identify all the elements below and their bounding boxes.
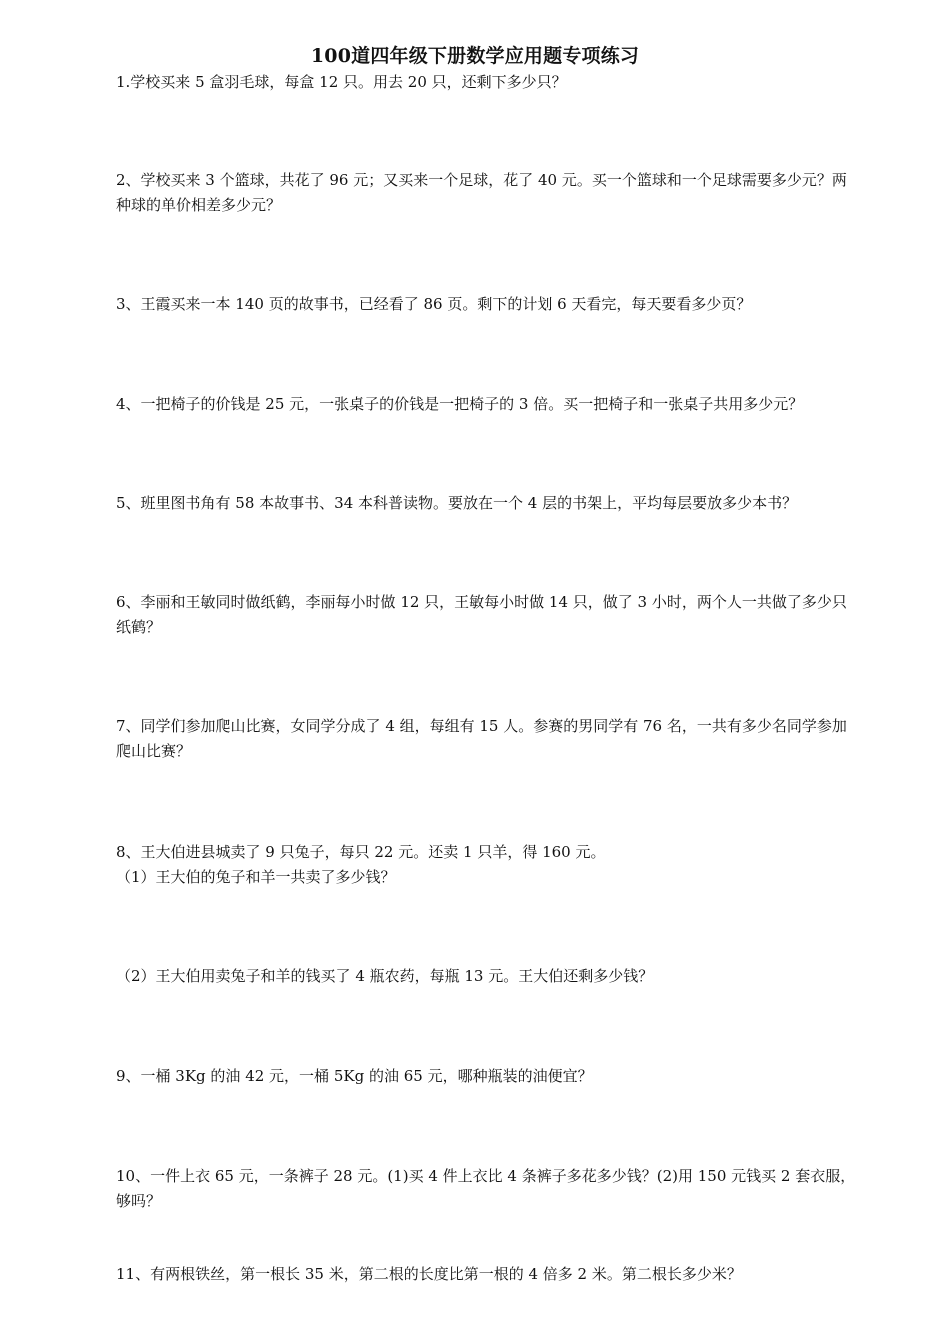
question-text: 5、班里图书角有 58 本故事书、34 本科普读物。要放在一个 4 层的书架上，平均每层要放多少本书？ [116, 494, 798, 512]
question-1 [116, 70, 861, 95]
question-9 [116, 1064, 861, 1089]
question-5 [116, 491, 861, 516]
question-text: 8、王大伯进县城卖了 9 只兔子，每只 22 元。还卖 1 只羊，得 160 元。 [116, 843, 606, 861]
question-text: 10、一件上衣 65 元，一条裤子 28 元。(1)买 4 件上衣比 4 条裤子多花多少钱？(2)用 150 元钱买 2 套衣服，够吗？ [116, 1167, 856, 1210]
question-text: 4、一把椅子的价钱是 25 元，一张桌子的价钱是一把椅子的 3 倍。买一把椅子和一张桌子共用多少元？ [116, 395, 804, 413]
question-text: 9、一桶 3Kg 的油 42 元，一桶 5Kg 的油 65 元，哪种瓶装的油便宜？ [116, 1067, 593, 1085]
question-8-part-2 [116, 964, 861, 989]
question-10 [116, 1164, 861, 1214]
question-11 [116, 1262, 861, 1287]
question-text: 1.学校买来 5 盒羽毛球，每盒 12 只。用去 20 只，还剩下多少只？ [116, 73, 567, 91]
question-text: 2、学校买来 3 个篮球，共花了 96 元；又买来一个足球，花了 40 元。买一个篮球和一个足球需要多少元？两种球的单价相差多少元？ [116, 171, 847, 214]
question-text: 11、有两根铁丝，第一根长 35 米，第二根的长度比第一根的 4 倍多 2 米。第二根长多少米？ [116, 1265, 742, 1283]
sub-question-2: （2）王大伯用卖兔子和羊的钱买了 4 瓶农药，每瓶 13 元。王大伯还剩多少钱？ [116, 967, 654, 985]
question-8 [116, 840, 861, 890]
question-6 [116, 590, 861, 640]
question-7 [116, 714, 861, 764]
worksheet-title: 100道四年级下册数学应用题专项练习 [310, 45, 640, 67]
question-text: 6、李丽和王敏同时做纸鹤，李丽每小时做 12 只，王敏每小时做 14 只，做了 3 小时，两个人一共做了多少只纸鹤？ [116, 593, 847, 636]
question-2 [116, 168, 861, 218]
question-4 [116, 392, 861, 417]
question-3 [116, 292, 861, 317]
sub-question-1: （1）王大伯的兔子和羊一共卖了多少钱？ [116, 868, 396, 886]
question-text: 7、同学们参加爬山比赛，女同学分成了 4 组，每组有 15 人。参赛的男同学有 76 名，一共有多少名同学参加爬山比赛？ [116, 717, 847, 760]
question-text: 3、王霞买来一本 140 页的故事书，已经看了 86 页。剩下的计划 6 天看完，每天要看多少页？ [116, 295, 752, 313]
